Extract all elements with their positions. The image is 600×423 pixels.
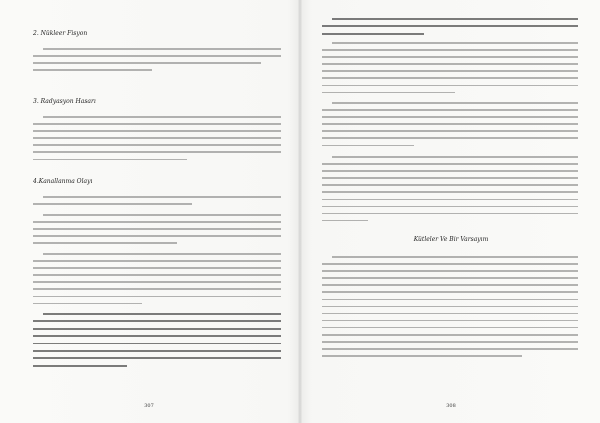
paragraph-fission [33, 48, 281, 76]
page-number-left: 307 [144, 403, 154, 409]
heading-masses-assumption: Kütleler Ve Bir Varsayım [413, 236, 489, 243]
paragraph-masses [322, 256, 578, 362]
paragraph-radiation-damage [33, 116, 281, 166]
page-number-right: 308 [446, 403, 456, 409]
heading-channeling: 4.Kanallanma Olayı [33, 178, 93, 185]
paragraph-channeling-4-emphasis [33, 313, 281, 372]
paragraph-right-intro-emphasis [322, 18, 578, 40]
heading-radiation-damage: 3. Radyasyon Hasarı [33, 98, 96, 105]
right-page [302, 0, 600, 423]
heading-nuclear-fission: 2. Nükleer Fisyon [33, 30, 88, 37]
paragraph-right-1 [322, 42, 578, 99]
left-page [0, 0, 298, 423]
paragraph-channeling-2 [33, 214, 281, 249]
paragraph-channeling-3 [33, 253, 281, 310]
paragraph-right-3 [322, 156, 578, 227]
paragraph-channeling-1 [33, 196, 281, 210]
paragraph-right-2 [322, 102, 578, 152]
